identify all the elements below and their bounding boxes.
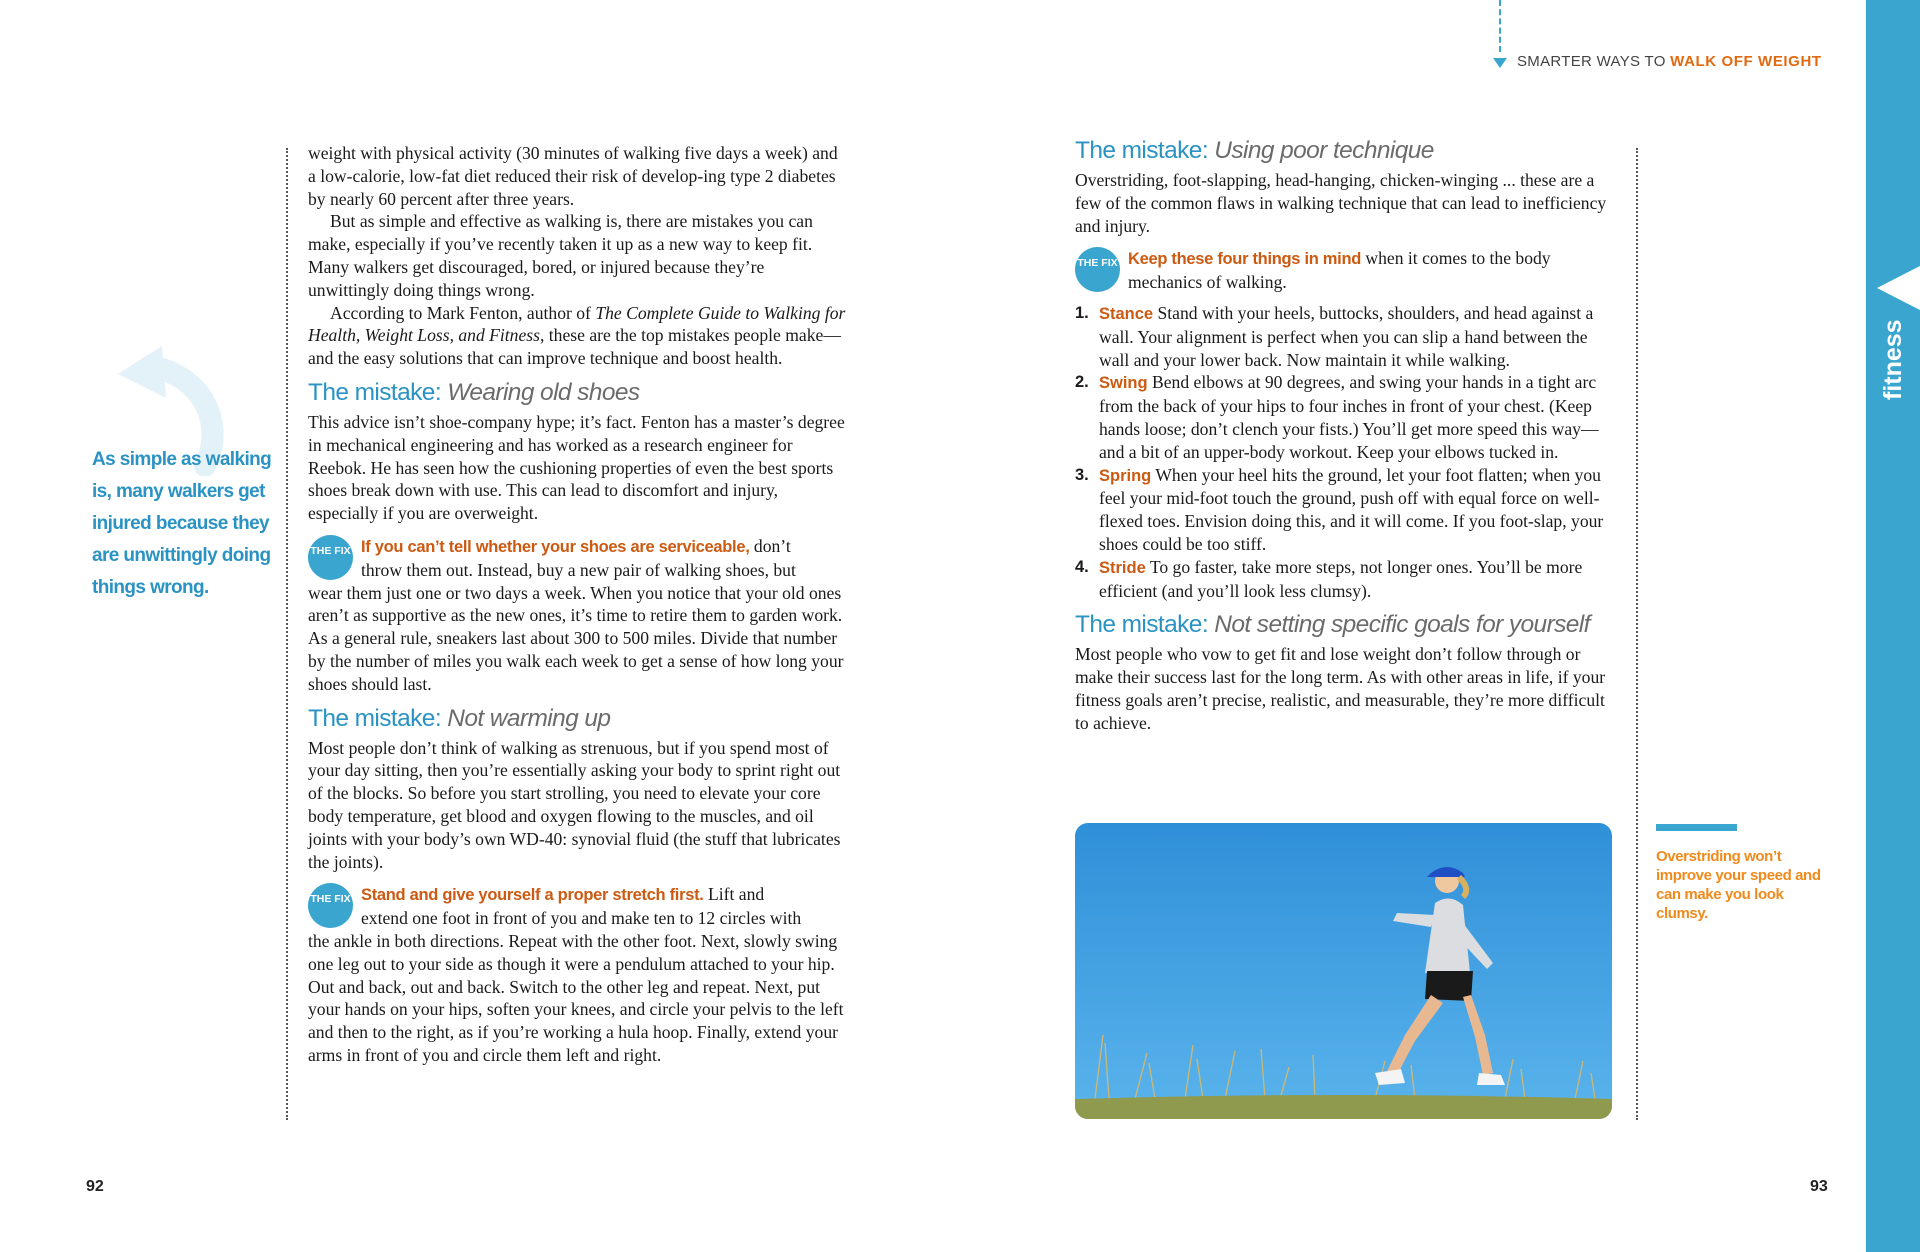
list-number: 3. [1075,465,1089,484]
heading-title: Wearing old shoes [447,378,640,406]
fix-block-warming-up [308,883,846,1066]
caption-accent-bar [1656,824,1737,831]
intro-paragraph-1: weight with physical activity (30 minutes of walking five days a week) and a low-calorie, low-fat diet reduced their risk of develop-ing type 2 diabetes by nearly 60 percent after three years. [308,143,838,209]
fix-rest: when it comes to the body mechanics of walking. [1128,248,1551,293]
section-body-technique: Overstriding, foot-slapping, head-hanging, chicken-winging ... these are a few of the common flaws in walking technique that can lead to inefficiency and injury. [1075,170,1607,236]
the-fix-badge-icon: THE FIX [1075,247,1120,292]
technique-list [1075,302,1615,602]
list-lead: Stride [1099,558,1146,577]
fix-block-technique [1075,247,1615,294]
side-tab-label: fitness [1879,319,1907,400]
list-text: To go faster, take more steps, not longer ones. You’ll be more efficient (and you’ll look less clumsy). [1099,556,1583,601]
fix-body: the ankle in both directions. Repeat with the other foot. Next, slowly swing one leg out to your side as though it were a pendulum attached to your hip. Out and back, out and back. Switch to the other leg and repeat. Next, put your hands on your hips, soften your knees, and circle your pelvis to the left and then to the right, as if you’re working a hula hoop. Finally, extend your arms in front of you and circle them left and right. [308,930,844,1065]
intro-p3-end: , these are the top mistakes people make—and the easy solutions that can improve technique and boost health. [308,325,841,369]
heading-title: Using poor technique [1214,137,1434,164]
section-side-tab [1866,0,1920,1252]
list-number: 2. [1075,373,1089,392]
heading-label: The mistake: [308,378,442,406]
walker-photo [1075,823,1612,1119]
section-heading-technique [1075,136,1615,166]
section-body-old-shoes: This advice isn’t shoe-company hype; it’s fact. Fenton has a master’s degree in mechanical engineering and has worked as a research engineer for Reebok. He has seen how the cushioning properties of even the best sports shoes break down with use. This can lead to discomfort and injury, especially if you are overweight. [308,411,845,524]
fix-line-1 [308,883,846,907]
list-text: Stand with your heels, buttocks, shoulders, and head against a wall. Your alignment is perfect when you can slip a hand between the wall and your lower back. Now maintain it while walking. [1099,302,1594,370]
left-column [308,142,846,1067]
heading-title: Not setting specific goals for yourself [1214,611,1590,639]
heading-label: The mistake: [308,704,442,732]
side-tab-notch-icon [1877,266,1920,310]
fix-line-2: throw them out. Instead, buy a new pair of walking shoes, but [361,559,796,580]
photo-caption: Overstriding won’t improve your speed and can make you look clumsy. [1656,848,1821,922]
list-item [1075,464,1615,556]
list-lead: Stance [1099,304,1154,323]
list-lead: Spring [1099,466,1152,485]
header-highlight: WALK OFF WEIGHT [1670,53,1822,70]
book-title: The Complete Guide to Walking for Health, Weight Loss, and Fitness [308,302,846,346]
list-text: Bend elbows at 90 degrees, and swing your hands in a tight arc from the back of your hips to four inches in front of your chest. (Keep hands loose; don’t clench your fists.) You’ll get more speed this way—and a bit of an upper-body workout. Keep your elbows tucked in. [1099,372,1599,462]
fix-block-old-shoes [308,535,846,696]
heading-label: The mistake: [1075,137,1209,164]
page-number-right: 93 [1810,1178,1828,1195]
heading-label: The mistake: [1075,611,1209,639]
list-text: When your heel hits the ground, let your foot flatten; when you feel your mid-foot touch the ground, push off with equal force on well-flexed toes. Envision doing this, and it will come. If you foot-slap, your shoes could be too stiff. [1099,464,1604,554]
page-number-left: 92 [86,1178,104,1195]
left-column-divider [286,148,288,1120]
fix-line-2: extend one foot in front of you and make ten to 12 circles with [361,908,802,929]
running-header [1517,53,1822,70]
list-lead: Swing [1099,374,1148,393]
fix-lead: If you can’t tell whether your shoes are serviceable, [361,537,750,556]
list-number: 1. [1075,303,1089,322]
the-fix-badge-icon: THE FIX [308,883,353,928]
the-fix-badge-icon: THE FIX [308,535,353,580]
header-dashed-line [1499,0,1501,52]
fix-lead: Stand and give yourself a proper stretch first. [361,886,704,905]
header-prefix: SMARTER WAYS TO [1517,53,1666,70]
heading-title: Not warming up [447,704,611,732]
fix-line1-rest: Lift and [703,884,765,905]
list-number: 4. [1075,557,1089,576]
fix-text [1075,247,1615,294]
header-triangle-icon [1493,58,1507,68]
list-item [1075,556,1615,603]
intro-paragraph-3 [308,302,846,370]
right-column [1075,136,1615,735]
list-item [1075,302,1615,371]
fix-line-1 [308,535,846,559]
pull-quote: As simple as walking is, many walkers get injured because they are unwittingly doing things wrong. [92,449,272,598]
section-body-warming-up: Most people don’t think of walking as strenuous, but if you spend most of your day sitting, then you’re essentially asking your body to sprint right out of the blocks. So before you start strolling, you need to elevate your core body temperature, get blood and oxygen flowing to the muscles, and oil joints with your body’s own WD-40: synovial fluid (the stuff that lubricates the joints). [308,737,841,872]
fix-line1-rest: don’t [749,535,791,556]
intro-p3-start: According to Mark Fenton, author of [330,302,596,323]
section-body-goals: Most people who vow to get fit and lose weight don’t follow through or make their success last for the long term. As with other areas in life, if your fitness goals aren’t precise, realistic, and measurable, they’re more difficult to achieve. [1075,644,1606,733]
list-item [1075,371,1615,463]
section-heading-goals [1075,610,1615,640]
intro-paragraph-2: But as simple and effective as walking is, there are mistakes you can make, especially if you’ve recently taken it up as a new way to keep fit. Many walkers get discouraged, bored, or injured because they’re unwittingly doing things wrong. [308,211,813,300]
fix-body: wear them just one or two days a week. When you notice that your old ones aren’t as supportive as the new ones, it’s time to retire them to garden work. As a general rule, sneakers last about 300 to 500 miles. Divide that number by the number of miles you walk each week to get a sense of how long your shoes should last. [308,582,844,694]
section-heading-old-shoes [308,378,846,408]
fix-lead: Keep these four things in mind [1128,250,1362,269]
right-column-divider [1636,148,1638,1120]
section-heading-warming-up [308,704,846,734]
